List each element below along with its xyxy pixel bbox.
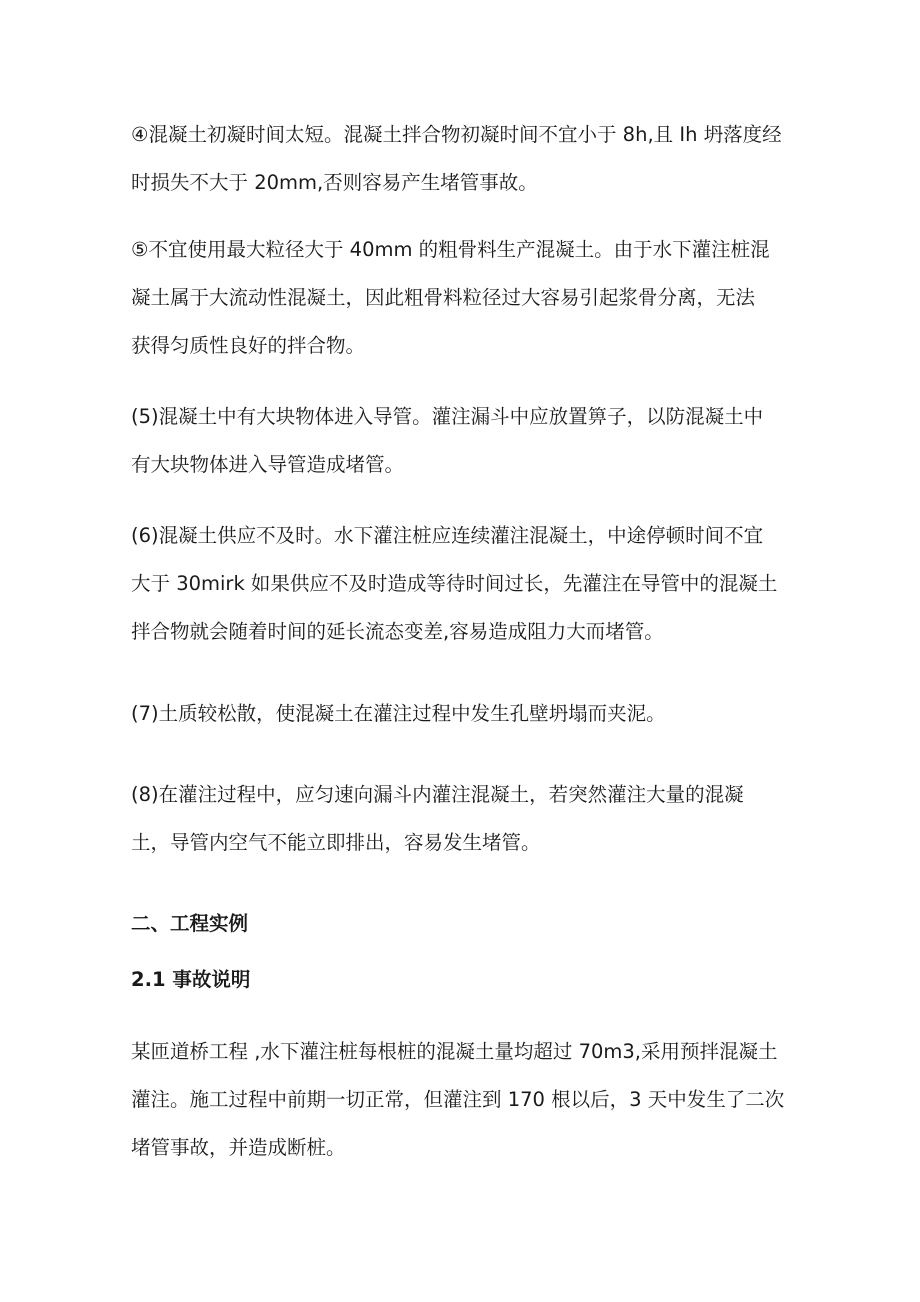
text-line: 获得匀质性良好的拌合物。 <box>131 334 366 357</box>
subsection-heading: 2.1 事故说明 <box>131 968 251 991</box>
text-line: 土，导管内空气不能立即排出，容易发生堵管。 <box>131 831 541 854</box>
paragraph-aggregate-size <box>131 226 796 370</box>
paragraph-loose-soil <box>131 690 796 738</box>
text-line: ④混凝土初凝时间太短。混凝土拌合物初凝时间不宜小于 8h,且 Ih 坍落度经 <box>131 123 782 146</box>
text-line: 堵管事故，并造成断桩。 <box>131 1136 346 1159</box>
section-heading: 二、工程实例 <box>131 912 249 935</box>
text-line: 时损失不大于 20mm,否则容易产生堵管事故。 <box>131 171 538 194</box>
paragraph-pouring-speed <box>131 771 796 867</box>
text-line: (6)混凝土供应不及时。水下灌注桩应连续灌注混凝土，中途停顿时间不宜 <box>131 524 764 547</box>
text-line: (5)混凝土中有大块物体进入导管。灌注漏斗中应放置箅子，以防混凝土中 <box>131 405 764 428</box>
text-line: 有大块物体进入导管造成堵管。 <box>131 453 405 476</box>
text-line: (7)土质较松散，使混凝土在灌注过程中发生孔壁坍塌而夹泥。 <box>131 702 666 725</box>
text-line: 某匝道桥工程 ,水下灌注桩每根桩的混凝土量均超过 70m3,采用预拌混凝土 <box>131 1040 778 1063</box>
text-line: (8)在灌注过程中，应匀速向漏斗内灌注混凝土，若突然灌注大量的混凝 <box>131 783 744 806</box>
text-line: 灌注。施工过程中前期一切正常，但灌注到 170 根以后，3 天中发生了二次 <box>131 1088 785 1111</box>
paragraph-large-objects <box>131 393 796 489</box>
paragraph-case-description <box>131 1028 796 1172</box>
text-line: ⑤不宜使用最大粒径大于 40mm 的粗骨料生产混凝土。由于水下灌注桩混 <box>131 238 770 261</box>
text-line: 大于 30mirk 如果供应不及时造成等待时间过长，先灌注在导管中的混凝土 <box>131 572 778 595</box>
paragraph-supply-delay <box>131 512 796 656</box>
text-line: 拌合物就会随着时间的延长流态变差,容易造成阻力大而堵管。 <box>131 620 664 643</box>
paragraph-initial-setting-time <box>131 111 796 207</box>
text-line: 凝土属于大流动性混凝土，因此粗骨料粒径过大容易引起浆骨分离，无法 <box>131 286 756 309</box>
